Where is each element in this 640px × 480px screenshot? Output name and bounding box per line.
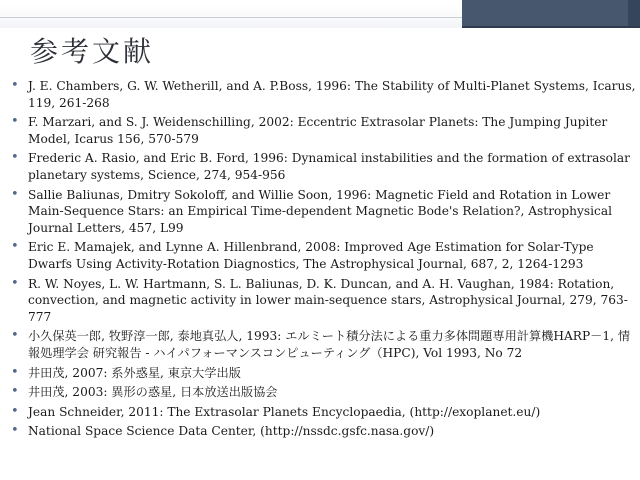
list-item xyxy=(10,365,636,382)
bullet-icon: • xyxy=(11,78,19,93)
list-item xyxy=(10,239,636,272)
reference-text: 小久保英一郎, 牧野淳一郎, 泰地真弘人, 1993: エルミート積分法による重力多体問題専用計算機HARP－1, 情報処理学会 研究報告 - ハイパフォーマンスコンピューティング（HPC), Vol 1993, No 72 xyxy=(28,329,631,360)
reference-text: 井田茂, 2007: 系外惑星, 東京大学出版 xyxy=(28,365,241,380)
reference-text: R. W. Noyes, L. W. Hartmann, S. L. Baliunas, D. K. Duncan, and A. H. Vaughan, 1984: Rotation, convection, and magnetic activity in lower main-sequence stars, Astrophysical Journal, 279, 763-777 xyxy=(28,276,628,324)
bullet-icon: • xyxy=(11,403,19,419)
list-item xyxy=(10,328,636,361)
bullet-icon: • xyxy=(11,275,19,291)
bullet-icon: • xyxy=(11,150,19,166)
reference-text: Frederic A. Rasio, and Eric B. Ford, 1996: Dynamical instabilities and the formation of extrasolar planetary systems, Science, 274, 954-956 xyxy=(28,151,631,182)
list-item xyxy=(10,114,636,147)
reference-text: F. Marzari, and S. J. Weidenschilling, 2002: Eccentric Extrasolar Planets: The Jumping Jupiter Model, Icarus 156, 570-579 xyxy=(28,115,608,146)
reference-text: Jean Schneider, 2011: The Extrasolar Planets Encyclopaedia, (http://exoplanet.eu/) xyxy=(28,404,541,419)
list-item xyxy=(10,150,636,183)
header-corner-block xyxy=(462,0,640,28)
header-corner-accent xyxy=(628,0,640,26)
bullet-icon: • xyxy=(11,384,19,400)
list-item xyxy=(10,404,636,421)
slide-header-band xyxy=(0,0,640,28)
reference-text: Eric E. Mamajek, and Lynne A. Hillenbrand, 2008: Improved Age Estimation for Solar-Type Dwarfs Using Activity-Rotation Diagnostics, The Astrophysical Journal, 687, 2, 1264-1293 xyxy=(28,240,594,271)
page-title: 参考文献 xyxy=(30,35,155,68)
list-item xyxy=(10,187,636,237)
reference-text: Sallie Baliunas, Dmitry Sokoloff, and Willie Soon, 1996: Magnetic Field and Rotation in Lower Main-Sequence Stars: an Empirical Time-dependent Magnetic Bode's Relation?, Astrophysical Journal Letters, 457, L99 xyxy=(28,187,613,235)
list-item xyxy=(10,78,636,111)
reference-text: 井田茂, 2003: 異形の惑星, 日本放送出版協会 xyxy=(28,385,278,400)
list-item xyxy=(10,423,636,440)
bullet-icon: • xyxy=(11,364,19,380)
bullet-icon: • xyxy=(11,328,19,344)
reference-text: National Space Science Data Center, (http://nssdc.gsfc.nasa.gov/) xyxy=(28,424,435,439)
reference-list xyxy=(10,78,636,443)
bullet-icon: • xyxy=(11,186,19,202)
list-item xyxy=(10,276,636,326)
bullet-icon: • xyxy=(11,114,19,130)
reference-text: J. E. Chambers, G. W. Wetherill, and A. P.Boss, 1996: The Stability of Multi-Planet Systems, Icarus, 119, 261-268 xyxy=(28,79,636,110)
list-item xyxy=(10,384,636,401)
bullet-icon: • xyxy=(11,239,19,255)
header-rule xyxy=(0,17,462,18)
bullet-icon: • xyxy=(11,423,19,439)
